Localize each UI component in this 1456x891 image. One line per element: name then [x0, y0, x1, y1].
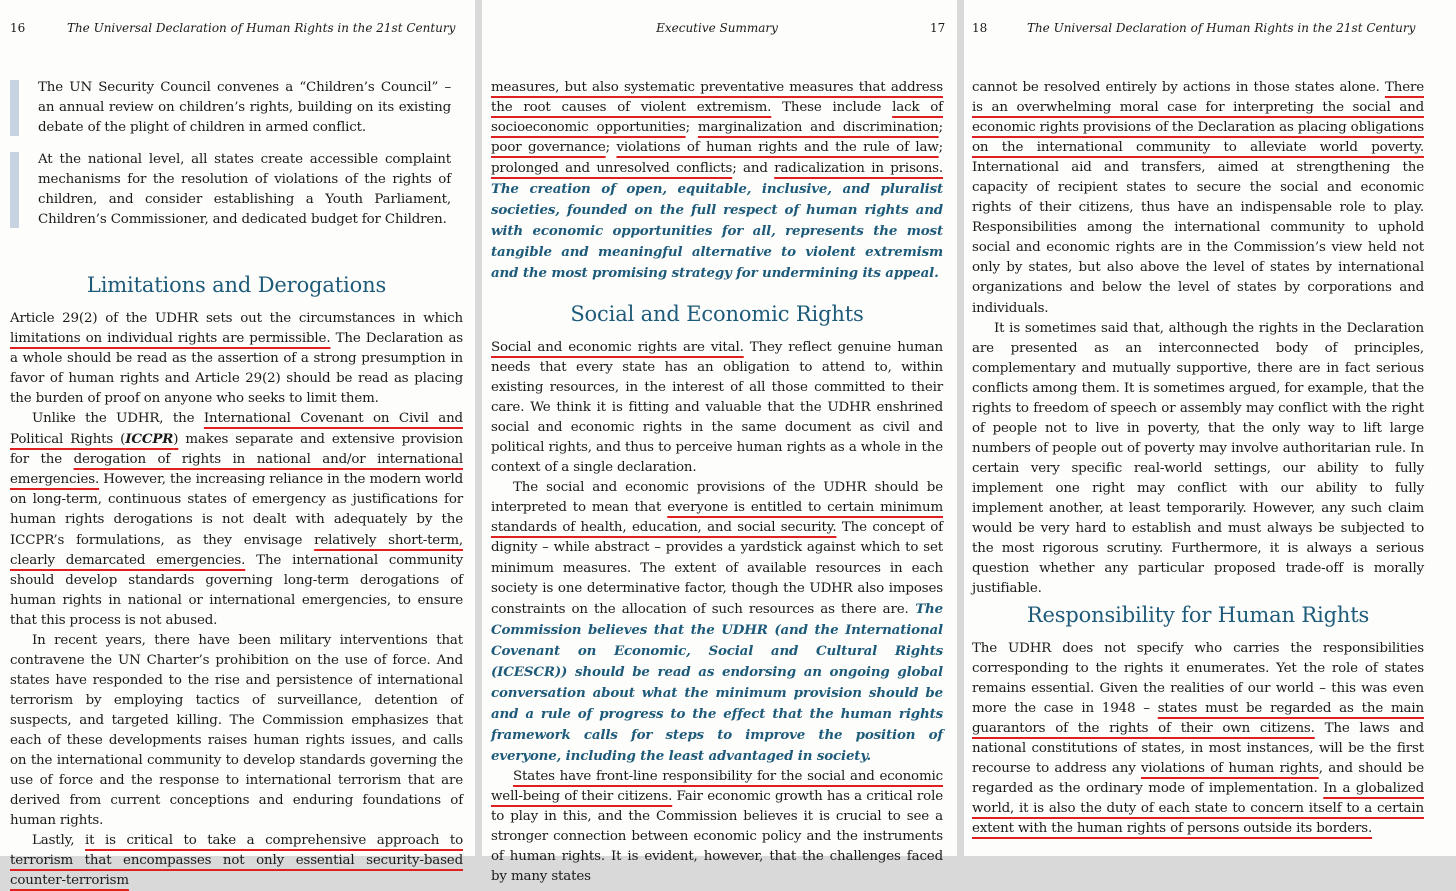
section-text — [972, 639, 1424, 839]
emphasis: The creation of open, equitable, inclusive, and pluralist societies, founded on the full respect of human rights and with economic opportunities for all, represents the most tangible and meaningful alternative to violent extremism and the most promising strategy for undermining its appeal. — [491, 181, 943, 282]
running-header — [10, 21, 465, 35]
running-head: Executive Summary — [656, 21, 778, 35]
section-text — [491, 78, 943, 284]
page-16 — [0, 0, 475, 889]
page-17 — [482, 0, 957, 885]
paragraph: Social and economic rights are vital. They reflect genuine human needs that every state has an obligation to attend to, within existing resources, in the interest of all those committed to their care. We think it is fitting and valuable that the UDHR enshrined social and economic rights in the same document as civil and political rights, and thus to perceive human rights as a whole in the context of a single declaration. — [491, 340, 943, 476]
section-heading: Social and Economic Rights — [570, 302, 864, 326]
highlight: measures, but also systematic preventative measures that address the root causes of violent extremism. — [491, 80, 943, 116]
paragraph: The UDHR does not specify who carries the responsibilities corresponding to the rights it enumerates. Yet the role of states remains essential. Given the realities of our world – this was even more the case in 1948 – states must be regarded as the main guarantors of the rights of their own citizens. The laws and national constitutions of states, in most instances, will be the first recourse to address any violations of human rights, and should be regarded as the ordinary mode of implementation. In a globalized world, it is also the duty of each state to concern itself to a certain extent with the human rights of persons outside its borders. — [972, 641, 1424, 837]
emphasis: The Commission believes that the UDHR (and the International Covenant on Economic, Social and Cultural Rights (ICESCR)) should be read as endorsing an ongoing global conversation about what the minimum provision should be and a rule of progress to the effect that the human rights framework calls for steps to improve the position of everyone, including the least advantaged in society. — [491, 600, 943, 764]
paragraph: Article 29(2) of the UDHR sets out the circumstances in which limitations on individual rights are permissible. The Declaration as a whole should be read as the assertion of a strong presumption in favor of human rights and Article 29(2) should be read as placing the burden of proof on anyone who seeks to limit them. — [10, 311, 463, 407]
highlight: prolonged and unresolved conflicts — [491, 161, 733, 177]
paragraph: cannot be resolved entirely by actions in those states alone. There is an overwhelming moral case for interpreting the social and economic rights provisions of the Declaration as placing obligations on the international community to alleviate world poverty. International aid and transfers, aimed at strengthening the capacity of recipient states to secure the social and economic rights of their citizens, thus have an indispensable role to play. Responsibilities among the international community to uphold social and economic rights are in the Commission’s view held not only by states, but also above the level of states by international organizations and below the level of states by corporations and individuals. — [972, 80, 1424, 316]
section-text — [491, 338, 943, 887]
paragraph: Lastly, it is critical to take a comprehensive approach to terrorism that encompasses not only essential security-based counter-terrorism — [10, 833, 463, 889]
running-head: The Universal Declaration of Human Rights in the 21st Century — [66, 21, 456, 35]
highlight: limitations on individual rights are permissible. — [10, 331, 331, 347]
paragraph: Unlike the UDHR, the International Covenant on Civil and Political Rights (ICCPR) makes separate and extensive provision for the derogation of rights in national and/or international emergencies. However, the increasing reliance in the modern world on long-term, continuous states of emergency as justifications for human rights derogations is not dealt with adequately by the ICCPR’s formulations, as they envisage relatively short-term, clearly demarcated emergencies. The international community should develop standards governing long-term derogations of human rights in national or international emergencies, to ensure that this process is not abused. — [10, 411, 463, 628]
section-text — [972, 78, 1424, 599]
quote-bar — [10, 152, 19, 228]
highlight: There is an overwhelming moral case for interpreting the social and economic rights provisions of the Declaration as placing obligations on the international community to alleviate world poverty. — [972, 80, 1424, 156]
recommendation-bullet — [10, 78, 451, 138]
paragraph: It is sometimes said that, although the rights in the Declaration are presented as an interconnected body of principles, complementary and mutually supportive, there are in fact serious conflicts among them. It is sometimes argued, for example, that the rights to freedom of speech or assembly may conflict with the right of people not to live in poverty, that the only way to lift large numbers of people out of poverty may involve authoritarian rule. In certain very specific real-world settings, our ability to fully implement one right may conflict with our ability to fully implement another, at least temporarily. However, any such claim would be very hard to establish and must always be subjected to the most rigorous scrutiny. Furthermore, it is always a serious question whether any particular proposed trade-off is morally justifiable. — [972, 320, 1424, 597]
highlight: states must be regarded as the main guarantors of the rights of their own citizens. — [972, 701, 1424, 737]
highlight: everyone is entitled to certain minimum standards of health, education, and social security. — [491, 500, 943, 536]
paragraph: measures, but also systematic preventative measures that address the root causes of violent extremism. These include lack of socioeconomic opportunities; marginalization and discrimination; poor governance; violations of human rights and the rule of law; prolonged and unresolved conflicts; and radicalization in prisons. The creation of open, equitable, inclusive, and pluralist societies, founded on the full respect of human rights and with economic opportunities for all, represents the most tangible and meaningful alternative to violent extremism and the most promising strategy for undermining its appeal. — [491, 80, 944, 282]
highlight: International Covenant on Civil and Political Rights (ICCPR) — [10, 411, 463, 448]
paragraph: The social and economic provisions of the UDHR should be interpreted to mean that everyone is entitled to certain minimum standards of health, education, and social security. The concept of dignity – while abstract – provides a yardstick against which to set minimum measures. The extent of available resources in each society is one determinative factor, though the UDHR also imposes constraints on the allocation of such resources as there are. The Commission believes that the UDHR (and the International Covenant on Economic, Social and Cultural Rights (ICESCR)) should be read as endorsing an ongoing global conversation about what the minimum provision should be and a rule of progress to the effect that the human rights framework calls for steps to improve the position of everyone, including the least advantaged in society. — [491, 480, 943, 764]
running-header — [972, 21, 1452, 35]
quote-bar — [10, 80, 19, 136]
running-head: The Universal Declaration of Human Rights in the 21st Century — [1026, 21, 1416, 35]
highlight: States have front-line responsibility for the social and economic well-being of their citizens. — [491, 768, 943, 805]
highlight: violations of human rights and the rule of law — [616, 140, 939, 156]
bullet-text: The UN Security Council convenes a “Children’s Council” – an annual review on children’s rights, building on its existing debate of the plight of children in armed conflict. — [38, 80, 451, 136]
paragraph: States have front-line responsibility for the social and economic well-being of their citizens. Fair economic growth has a critical role to play in this, and the Commission believes it is crucial to see a stronger connection between economic policy and the instruments of human rights. It is evident, however, that the challenges faced by many states — [491, 768, 943, 885]
page-number: 18 — [972, 21, 988, 35]
page-number: 17 — [930, 21, 946, 35]
highlight: violations of human rights — [1140, 761, 1319, 777]
recommendation-bullet — [10, 150, 451, 230]
highlight: it is critical to take a comprehensive approach to terrorism that encompasses not only essential security-based counter-terrorism — [10, 833, 463, 889]
section-heading: Responsibility for Human Rights — [1026, 603, 1370, 627]
highlight: radicalization in prisons. — [774, 161, 944, 177]
highlight: poor governance — [491, 140, 606, 156]
highlight: lack of socioeconomic opportunities — [491, 100, 943, 136]
bullet-text: At the national level, all states create accessible complaint mechanisms for the resolution of violations of the rights of children, and consider establishing a Youth Parliament, Children’s Commissioner, and dedicated budget for Children. — [38, 152, 451, 228]
highlight: Social and economic rights are vital. — [491, 340, 744, 355]
page-number: 16 — [10, 21, 26, 35]
section-heading: Limitations and Derogations — [86, 273, 387, 297]
highlight: marginalization and discrimination — [697, 120, 939, 136]
highlight: derogation of rights in national and/or international emergencies. — [10, 452, 463, 488]
highlight: relatively short-term, clearly demarcated emergencies. — [10, 532, 463, 568]
page-18 — [964, 0, 1456, 856]
paragraph: In recent years, there have been military interventions that contravene the UN Charter’s prohibition on the use of force. And states have responded to the rise and persistence of international terrorism by employing tactics of surveillance, detention of suspects, and targeted killing. The Commission emphasizes that each of these developments raises human rights issues, and calls on the international community to develop standards governing the use of force and the response to international terrorism that are derived from current conceptions and enduring foundations of human rights. — [10, 632, 463, 829]
highlight: In a globalized world, it is also the duty of each state to concern itself to a certain extent with the human rights of persons outside its borders. — [972, 781, 1424, 837]
section-text — [10, 309, 463, 891]
